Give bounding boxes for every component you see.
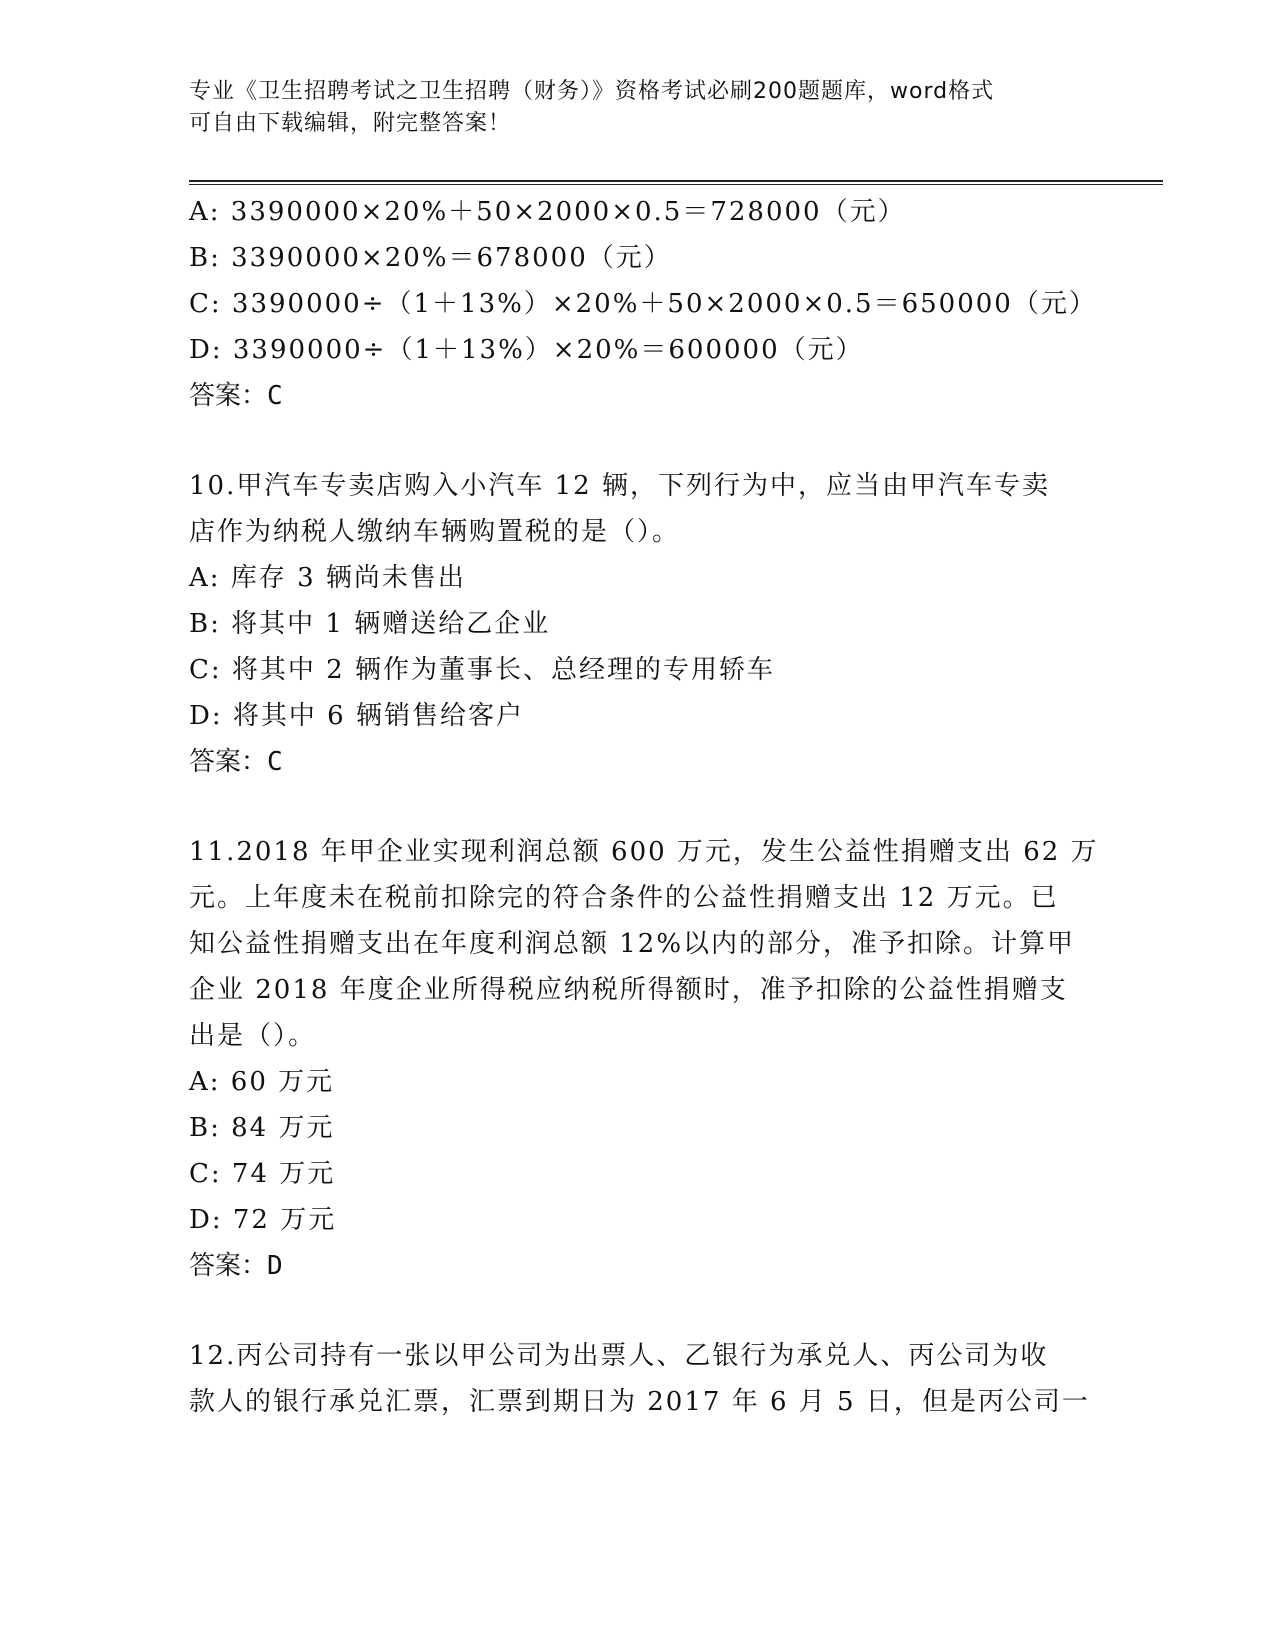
answer-label: 答案： (189, 747, 268, 777)
header-title-line-2: 可自由下载编辑，附完整答案！ (189, 111, 512, 136)
question-stem-line: 企业 2018 年度企业所得税应纳税所得额时，准予扣除的公益性捐赠支 (189, 975, 1068, 1005)
answer-line (189, 739, 1089, 785)
option-b: B: 3390000×20%＝678000（元） (189, 243, 672, 273)
option-a: A: 库存 3 辆尚未售出 (189, 563, 466, 593)
option-b: B: 将其中 1 辆赠送给乙企业 (189, 609, 551, 639)
question-11 (189, 829, 1099, 1289)
question-stem-line: 元。上年度未在税前扣除完的符合条件的公益性捐赠支出 12 万元。已 (189, 883, 1059, 913)
answer-value: C (267, 381, 283, 411)
spacer (189, 1289, 1089, 1333)
option-d: D: 3390000÷（1＋13%）×20%＝600000（元） (189, 335, 864, 365)
document-body (189, 189, 1099, 1425)
option-c: C: 74 万元 (189, 1159, 336, 1189)
question-stem-line: 店作为纳税人缴纳车辆购置税的是（）。 (189, 517, 681, 547)
answer-label: 答案： (189, 381, 268, 411)
question-stem-line: 10.甲汽车专卖店购入小汽车 12 辆，下列行为中，应当由甲汽车专卖 (189, 471, 1050, 501)
answer-label: 答案： (189, 1251, 268, 1281)
answer-value: D (267, 1251, 283, 1281)
answer-line (189, 1243, 1089, 1289)
question-stem-line: 知公益性捐赠支出在年度利润总额 12%以内的部分，准予扣除。计算甲 (189, 929, 1076, 959)
option-c: C: 将其中 2 辆作为董事长、总经理的专用轿车 (189, 655, 775, 685)
header-title-line-1: 专业《卫生招聘考试之卫生招聘（财务）》资格考试必刷200题题库，word格式 (189, 79, 995, 104)
answer-value: C (267, 747, 283, 777)
option-d: D: 将其中 6 辆销售给客户 (189, 701, 524, 731)
spacer (189, 419, 1089, 463)
question-10 (189, 463, 1089, 785)
option-c: C: 3390000÷（1＋13%）×20%＋50×2000×0.5＝650000（元） (189, 289, 1097, 319)
option-b: B: 84 万元 (189, 1113, 335, 1143)
question-9 (189, 189, 1097, 419)
answer-line (189, 373, 1089, 419)
question-12 (189, 1333, 1089, 1425)
header-divider (189, 180, 1163, 185)
question-stem-line: 出是（）。 (189, 1021, 317, 1051)
question-stem-line: 款人的银行承兑汇票，汇票到期日为 2017 年 6 月 5 日，但是丙公司一 (189, 1387, 1090, 1417)
question-stem-line: 12.丙公司持有一张以甲公司为出票人、乙银行为承兑人、丙公司为收 (189, 1341, 1049, 1371)
option-a: A: 3390000×20%＋50×2000×0.5＝728000（元） (189, 197, 906, 227)
option-d: D: 72 万元 (189, 1205, 337, 1235)
spacer (189, 785, 1089, 829)
document-header (189, 76, 1089, 140)
question-stem-line: 11.2018 年甲企业实现利润总额 600 万元，发生公益性捐赠支出 62 万 (189, 837, 1099, 867)
option-a: A: 60 万元 (189, 1067, 335, 1097)
